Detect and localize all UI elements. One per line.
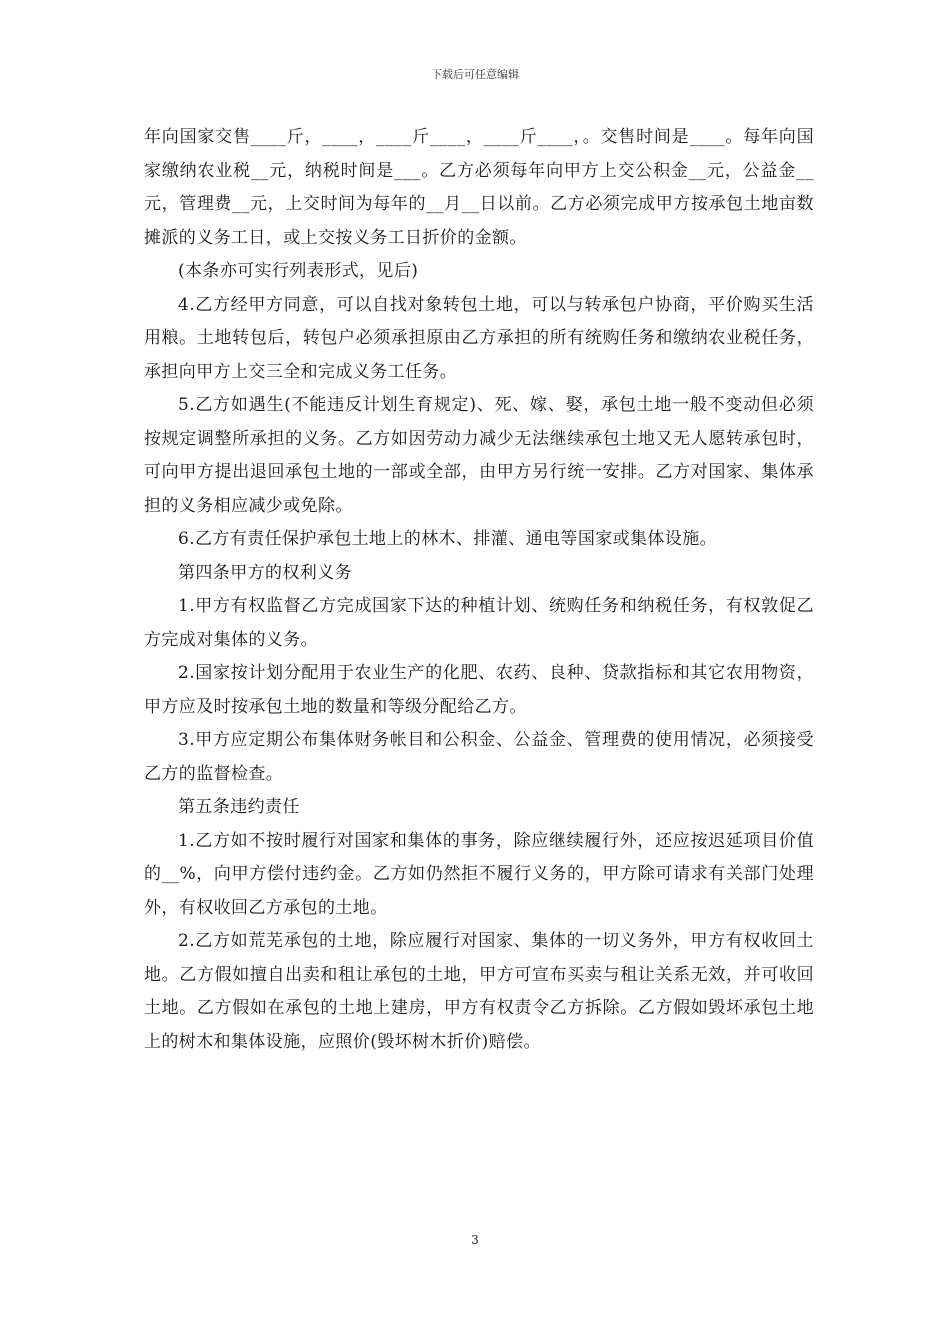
- paragraph: 2.国家按计划分配用于农业生产的化肥、农药、良种、贷款指标和其它农用物资，甲方应及时按承包土地的数量和等级分配给乙方。: [144, 663, 814, 717]
- section-heading: 第四条甲方的权利义务: [178, 562, 352, 583]
- paragraph: 2.乙方如荒芜承包的土地，除应履行对国家、集体的一切义务外，甲方有权收回土地。乙方假如擅自出卖和租让承包的土地，甲方可宣布买卖与租让关系无效，并可收回土地。乙方假如在承包的土地上建房，甲方有权责令乙方拆除。乙方假如毁坏承包土地上的树木和集体设施，应照价(毁坏树木折价)赔偿。: [144, 931, 814, 1052]
- section-heading: 第五条违约责任: [178, 797, 300, 817]
- paragraph: 6.乙方有责任保护承包土地上的林木、排灌、通电等国家或集体设施。: [178, 529, 718, 549]
- paragraph: (本条亦可实行列表形式，见后): [178, 261, 419, 281]
- document-body: [144, 121, 814, 1059]
- paragraph: 5.乙方如遇生(不能违反计划生育规定)、死、嫁、娶，承包土地一般不变动但必须按规定调整所承担的义务。乙方如因劳动力减少无法继续承包土地又无人愿转承包时，可向甲方提出退回承包土地的一部或全部，由甲方另行统一安排。乙方对国家、集体承担的义务相应减少或免除。: [144, 395, 814, 516]
- paragraph: 4.乙方经甲方同意，可以自找对象转包土地，可以与转承包户协商，平价购买生活用粮。土地转包后，转包户必须承担原由乙方承担的所有统购任务和缴纳农业税任务，承担向甲方上交三全和完成义务工任务。: [144, 294, 814, 382]
- page-header-note: 下载后可任意编辑: [431, 68, 519, 81]
- paragraph: 1.乙方如不按时履行对国家和集体的事务，除应继续履行外，还应按迟延项目价值的__%，向甲方偿付违约金。乙方如仍然拒不履行义务的，甲方除可请求有关部门处理外，有权收回乙方承包的土地。: [144, 830, 814, 918]
- paragraph: 年向国家交售____斤，____，____斤____，____斤____，。交售时间是____。每年向国家缴纳农业税__元，纳税时间是___。乙方必须每年向甲方上交公积金__元，公益金__元，管理费__元，上交时间为每年的__月__日以前。乙方必须完成甲方按承包土地亩数摊派的义务工日，或上交按义务工日折价的金额。: [144, 127, 814, 248]
- page-number: 3: [471, 1233, 479, 1247]
- paragraph: 3.甲方应定期公布集体财务帐目和公积金、公益金、管理费的使用情况，必须接受乙方的监督检查。: [144, 730, 814, 784]
- paragraph: 1.甲方有权监督乙方完成国家下达的种植计划、统购任务和纳税任务，有权敦促乙方完成对集体的义务。: [144, 596, 814, 650]
